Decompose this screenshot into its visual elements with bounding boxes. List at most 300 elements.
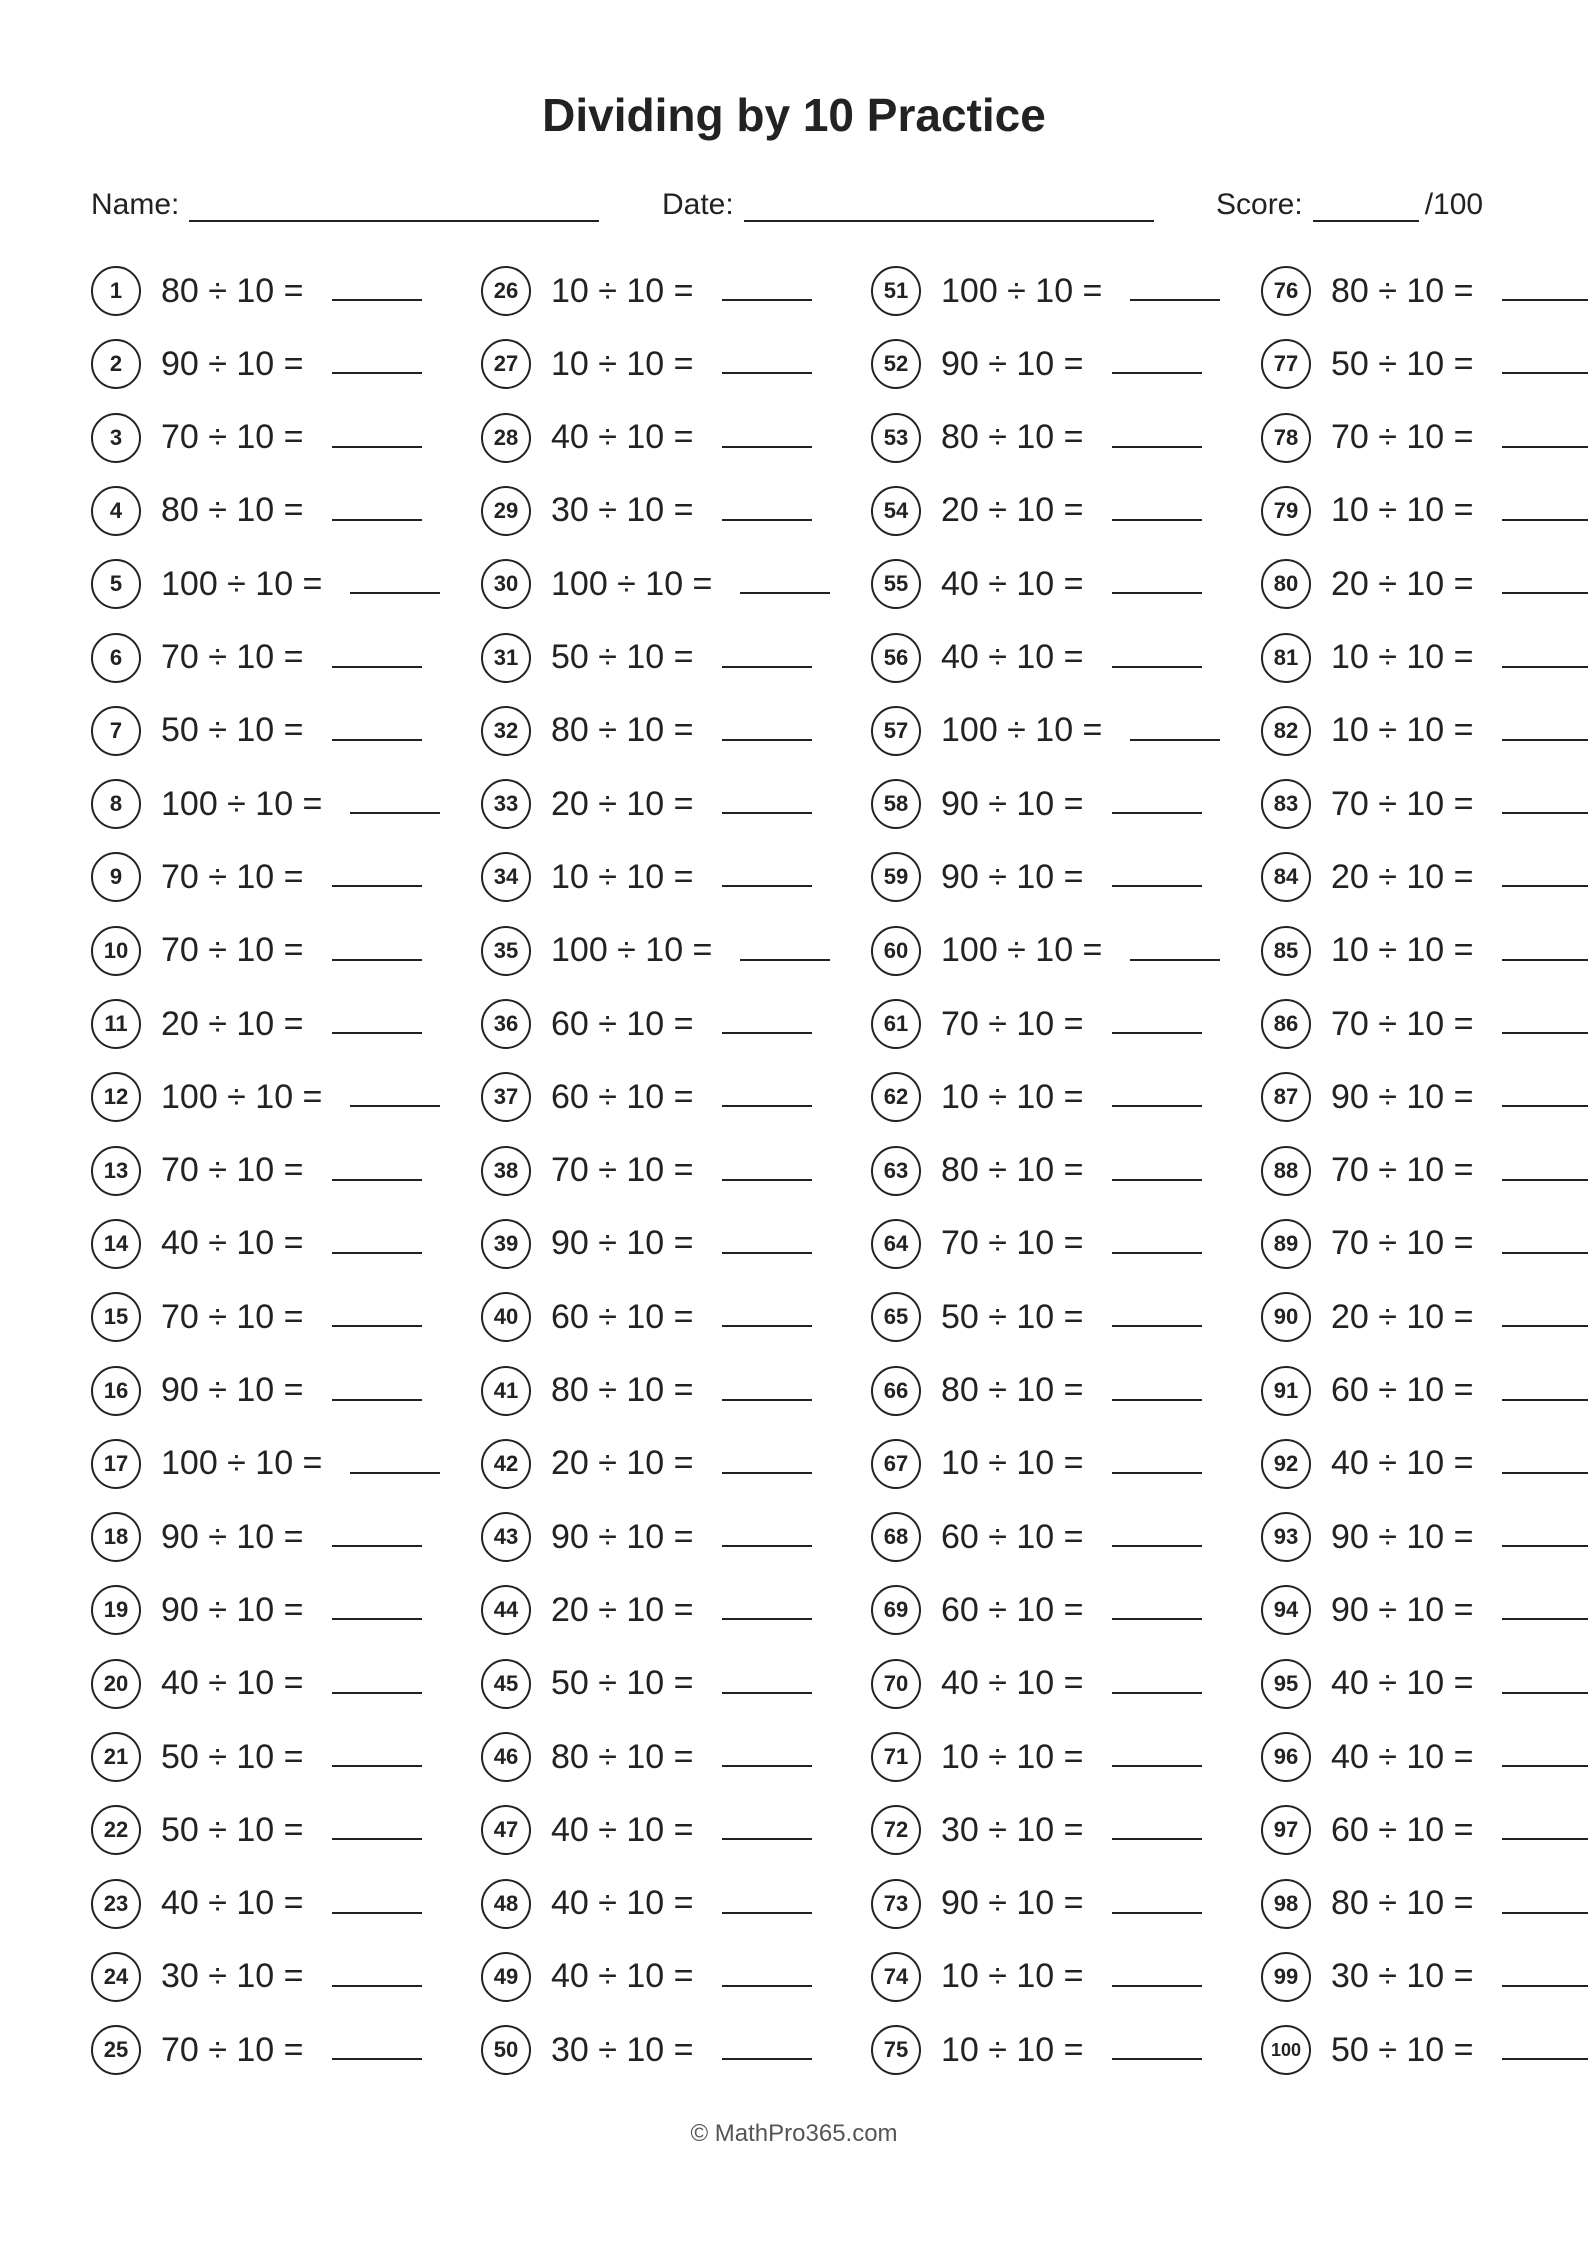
problem-number: 67: [871, 1439, 921, 1489]
problem-number: 78: [1261, 413, 1311, 463]
answer-blank[interactable]: [1502, 1234, 1588, 1254]
problem-expression: 80 ÷ 10 =: [551, 1737, 694, 1776]
problem-item: [91, 554, 440, 614]
problem-number: 49: [481, 1952, 531, 2002]
problem-item: [1261, 1434, 1588, 1494]
answer-blank[interactable]: [722, 1747, 812, 1767]
problem-expression: 100 ÷ 10 =: [161, 1077, 323, 1116]
problem-expression: 80 ÷ 10 =: [941, 1151, 1084, 1190]
problem-item: [1261, 1654, 1588, 1714]
answer-blank[interactable]: [1502, 794, 1588, 814]
problem-grid: [0, 261, 1588, 2111]
problem-number: 76: [1261, 266, 1311, 316]
problem-item: [871, 994, 1202, 1054]
score-line[interactable]: [1313, 186, 1419, 222]
answer-blank[interactable]: [1502, 1014, 1588, 1034]
problem-expression: 60 ÷ 10 =: [941, 1517, 1084, 1556]
problem-item: [1261, 1214, 1588, 1274]
problem-expression: 30 ÷ 10 =: [1331, 1957, 1474, 1996]
answer-blank[interactable]: [1112, 1527, 1202, 1547]
answer-blank[interactable]: [1502, 1161, 1588, 1181]
problem-item: [481, 1361, 812, 1421]
problem-item: [871, 1361, 1202, 1421]
problem-item: [481, 1141, 812, 1201]
problem-item: [1261, 921, 1588, 981]
problem-number: 36: [481, 999, 531, 1049]
problem-expression: 10 ÷ 10 =: [1331, 931, 1474, 970]
problem-number: 45: [481, 1659, 531, 1709]
answer-blank[interactable]: [722, 1234, 812, 1254]
answer-blank[interactable]: [332, 867, 422, 887]
answer-blank[interactable]: [1112, 1014, 1202, 1034]
answer-blank[interactable]: [1130, 281, 1220, 301]
problem-expression: 50 ÷ 10 =: [1331, 2030, 1474, 2069]
problem-number: 11: [91, 999, 141, 1049]
problem-number: 4: [91, 486, 141, 536]
answer-blank[interactable]: [332, 1307, 422, 1327]
date-line[interactable]: [744, 186, 1154, 222]
problem-expression: 50 ÷ 10 =: [1331, 344, 1474, 383]
problem-expression: 20 ÷ 10 =: [1331, 857, 1474, 896]
answer-blank[interactable]: [722, 281, 812, 301]
problem-expression: 10 ÷ 10 =: [941, 1957, 1084, 1996]
answer-blank[interactable]: [722, 1381, 812, 1401]
problem-item: [871, 628, 1202, 688]
problem-expression: 50 ÷ 10 =: [551, 1664, 694, 1703]
problem-number: 26: [481, 266, 531, 316]
answer-blank[interactable]: [1130, 941, 1220, 961]
problem-number: 24: [91, 1952, 141, 2002]
answer-blank[interactable]: [1112, 501, 1202, 521]
problem-item: [91, 994, 422, 1054]
problem-number: 1: [91, 266, 141, 316]
problem-number: 10: [91, 926, 141, 976]
problem-number: 2: [91, 339, 141, 389]
problem-item: [1261, 1580, 1588, 1640]
problem-expression: 40 ÷ 10 =: [551, 1884, 694, 1923]
problem-expression: 10 ÷ 10 =: [941, 2030, 1084, 2069]
problem-number: 65: [871, 1292, 921, 1342]
date-label: Date:: [662, 188, 734, 221]
problem-item: [91, 701, 422, 761]
problem-expression: 40 ÷ 10 =: [941, 638, 1084, 676]
problem-item: [871, 847, 1202, 907]
problem-expression: 10 ÷ 10 =: [941, 1737, 1084, 1776]
answer-blank[interactable]: [1502, 867, 1588, 887]
problem-expression: 100 ÷ 10 =: [551, 931, 713, 970]
problem-item: [481, 1067, 812, 1127]
problem-item: [871, 1580, 1202, 1640]
problem-expression: 70 ÷ 10 =: [161, 2030, 304, 2069]
problem-expression: 10 ÷ 10 =: [1331, 491, 1474, 530]
answer-blank[interactable]: [1112, 574, 1202, 594]
problem-number: 80: [1261, 559, 1311, 609]
answer-blank[interactable]: [722, 867, 812, 887]
answer-blank[interactable]: [722, 1527, 812, 1547]
answer-blank[interactable]: [722, 1674, 812, 1694]
problem-expression: 100 ÷ 10 =: [161, 1444, 323, 1483]
answer-blank[interactable]: [722, 1967, 812, 1987]
problem-item: [871, 921, 1220, 981]
problem-number: 66: [871, 1366, 921, 1416]
problem-number: 74: [871, 1952, 921, 2002]
problem-item: [481, 1874, 812, 1934]
answer-blank[interactable]: [740, 574, 830, 594]
problem-number: 70: [871, 1659, 921, 1709]
problem-expression: 70 ÷ 10 =: [1331, 1151, 1474, 1190]
answer-blank[interactable]: [1502, 428, 1588, 448]
problem-number: 30: [481, 559, 531, 609]
problem-item: [871, 1067, 1202, 1127]
problem-expression: 20 ÷ 10 =: [161, 1004, 304, 1043]
answer-blank[interactable]: [1502, 941, 1588, 961]
problem-item: [91, 1067, 440, 1127]
problem-item: [91, 628, 422, 688]
problem-item: [481, 1947, 812, 2007]
problem-expression: 40 ÷ 10 =: [551, 418, 694, 457]
answer-blank[interactable]: [722, 1087, 812, 1107]
problem-expression: 30 ÷ 10 =: [551, 2030, 694, 2069]
answer-blank[interactable]: [1112, 1674, 1202, 1694]
problem-item: [1261, 481, 1588, 541]
problem-number: 91: [1261, 1366, 1311, 1416]
problem-number: 7: [91, 706, 141, 756]
problem-number: 43: [481, 1512, 531, 1562]
answer-blank[interactable]: [332, 1967, 422, 1987]
problem-item: [871, 2020, 1202, 2080]
answer-blank[interactable]: [1502, 1527, 1588, 1547]
answer-blank[interactable]: [332, 1381, 422, 1401]
problem-expression: 70 ÷ 10 =: [161, 931, 304, 970]
answer-blank[interactable]: [1112, 1087, 1202, 1107]
problem-expression: 30 ÷ 10 =: [941, 1810, 1084, 1849]
problem-number: 14: [91, 1219, 141, 1269]
problem-item: [481, 554, 830, 614]
problem-item: [481, 701, 812, 761]
problem-item: [91, 1141, 422, 1201]
answer-blank[interactable]: [1112, 1381, 1202, 1401]
problem-item: [1261, 1361, 1588, 1421]
problem-number: 73: [871, 1879, 921, 1929]
answer-blank[interactable]: [722, 1454, 812, 1474]
problem-number: 40: [481, 1292, 531, 1342]
answer-blank[interactable]: [332, 1894, 422, 1914]
problem-item: [1261, 1141, 1588, 1201]
problem-expression: 10 ÷ 10 =: [1331, 638, 1474, 676]
answer-blank[interactable]: [1502, 1600, 1588, 1620]
problem-item: [1261, 334, 1588, 394]
problem-item: [481, 1434, 812, 1494]
problem-item: [871, 1800, 1202, 1860]
problem-number: 37: [481, 1072, 531, 1122]
answer-blank[interactable]: [332, 1234, 422, 1254]
problem-item: [481, 2020, 812, 2080]
answer-blank[interactable]: [722, 354, 812, 374]
name-label: Name:: [91, 188, 180, 221]
problem-item: [481, 1214, 812, 1274]
answer-blank[interactable]: [1130, 721, 1220, 741]
problem-item: [871, 1947, 1202, 2007]
problem-expression: 80 ÷ 10 =: [161, 491, 304, 530]
problem-item: [91, 2020, 422, 2080]
problem-item: [91, 408, 422, 468]
problem-number: 5: [91, 559, 141, 609]
answer-blank[interactable]: [332, 1014, 422, 1034]
problem-number: 32: [481, 706, 531, 756]
problem-number: 34: [481, 852, 531, 902]
answer-blank[interactable]: [1112, 428, 1202, 448]
answer-blank[interactable]: [332, 2040, 422, 2060]
problem-number: 15: [91, 1292, 141, 1342]
problem-item: [481, 1654, 812, 1714]
answer-blank[interactable]: [1502, 1894, 1588, 1914]
answer-blank[interactable]: [1112, 794, 1202, 814]
problem-number: 9: [91, 852, 141, 902]
answer-blank[interactable]: [722, 1014, 812, 1034]
problem-expression: 70 ÷ 10 =: [161, 638, 304, 676]
problem-expression: 90 ÷ 10 =: [1331, 1077, 1474, 1116]
problem-number: 99: [1261, 1952, 1311, 2002]
problem-item: [871, 1287, 1202, 1347]
answer-blank[interactable]: [740, 941, 830, 961]
problem-item: [1261, 1727, 1588, 1787]
problem-number: 19: [91, 1585, 141, 1635]
problem-expression: 10 ÷ 10 =: [1331, 711, 1474, 750]
problem-expression: 70 ÷ 10 =: [161, 1297, 304, 1336]
problem-item: [91, 1727, 422, 1787]
problem-expression: 40 ÷ 10 =: [1331, 1664, 1474, 1703]
answer-blank[interactable]: [1502, 281, 1588, 301]
answer-blank[interactable]: [1502, 1820, 1588, 1840]
problem-number: 72: [871, 1805, 921, 1855]
problem-expression: 90 ÷ 10 =: [161, 344, 304, 383]
answer-blank[interactable]: [1502, 354, 1588, 374]
answer-blank[interactable]: [722, 1600, 812, 1620]
worksheet-title: Dividing by 10 Practice: [542, 89, 1046, 141]
answer-blank[interactable]: [722, 1894, 812, 1914]
problem-expression: 100 ÷ 10 =: [941, 931, 1103, 970]
answer-blank[interactable]: [1112, 648, 1202, 668]
problem-item: [1261, 1874, 1588, 1934]
problem-expression: 90 ÷ 10 =: [551, 1517, 694, 1556]
answer-blank[interactable]: [1112, 1307, 1202, 1327]
answer-blank[interactable]: [332, 1820, 422, 1840]
problem-expression: 90 ÷ 10 =: [941, 1884, 1084, 1923]
problem-expression: 90 ÷ 10 =: [551, 1224, 694, 1263]
problem-number: 88: [1261, 1146, 1311, 1196]
problem-number: 21: [91, 1732, 141, 1782]
problem-number: 50: [481, 2025, 531, 2075]
answer-blank[interactable]: [332, 648, 422, 668]
problem-item: [871, 1141, 1202, 1201]
answer-blank[interactable]: [350, 574, 440, 594]
problem-expression: 40 ÷ 10 =: [941, 1664, 1084, 1703]
answer-blank[interactable]: [1502, 574, 1588, 594]
problem-number: 100: [1261, 2025, 1311, 2075]
problem-expression: 100 ÷ 10 =: [941, 271, 1103, 310]
problem-expression: 40 ÷ 10 =: [1331, 1444, 1474, 1483]
problem-expression: 70 ÷ 10 =: [161, 857, 304, 896]
answer-blank[interactable]: [1112, 1894, 1202, 1914]
answer-blank[interactable]: [332, 1674, 422, 1694]
answer-blank[interactable]: [332, 721, 422, 741]
problem-number: 59: [871, 852, 921, 902]
answer-blank[interactable]: [350, 1087, 440, 1107]
problem-item: [91, 1654, 422, 1714]
answer-blank[interactable]: [722, 1161, 812, 1181]
answer-blank[interactable]: [1502, 1967, 1588, 1987]
problem-number: 94: [1261, 1585, 1311, 1635]
problem-number: 79: [1261, 486, 1311, 536]
answer-blank[interactable]: [1112, 2040, 1202, 2060]
problem-number: 39: [481, 1219, 531, 1269]
problem-number: 92: [1261, 1439, 1311, 1489]
problem-expression: 10 ÷ 10 =: [551, 344, 694, 383]
answer-blank[interactable]: [1502, 1087, 1588, 1107]
problem-item: [1261, 847, 1588, 907]
problem-number: 42: [481, 1439, 531, 1489]
answer-blank[interactable]: [1502, 1381, 1588, 1401]
problem-item: [91, 774, 440, 834]
problem-item: [481, 994, 812, 1054]
problem-item: [481, 1287, 812, 1347]
answer-blank[interactable]: [1502, 1747, 1588, 1767]
problem-expression: 50 ÷ 10 =: [161, 1810, 304, 1849]
answer-blank[interactable]: [332, 941, 422, 961]
problem-number: 51: [871, 266, 921, 316]
problem-number: 47: [481, 1805, 531, 1855]
problem-expression: 40 ÷ 10 =: [1331, 1737, 1474, 1776]
answer-blank[interactable]: [1502, 501, 1588, 521]
answer-blank[interactable]: [332, 281, 422, 301]
answer-blank[interactable]: [332, 428, 422, 448]
problem-item: [91, 261, 422, 321]
answer-blank[interactable]: [332, 1747, 422, 1767]
problem-number: 96: [1261, 1732, 1311, 1782]
problem-expression: 40 ÷ 10 =: [941, 564, 1084, 603]
problem-number: 85: [1261, 926, 1311, 976]
problem-item: [871, 1434, 1202, 1494]
answer-blank[interactable]: [1112, 1820, 1202, 1840]
answer-blank[interactable]: [332, 1161, 422, 1181]
answer-blank[interactable]: [1502, 648, 1588, 668]
problem-expression: 60 ÷ 10 =: [551, 1004, 694, 1043]
problem-expression: 70 ÷ 10 =: [1331, 784, 1474, 823]
problem-item: [481, 774, 812, 834]
answer-blank[interactable]: [1502, 2040, 1588, 2060]
problem-number: 38: [481, 1146, 531, 1196]
problem-number: 71: [871, 1732, 921, 1782]
problem-expression: 10 ÷ 10 =: [941, 1077, 1084, 1116]
problem-item: [1261, 1287, 1588, 1347]
problem-number: 28: [481, 413, 531, 463]
problem-expression: 60 ÷ 10 =: [551, 1297, 694, 1336]
problem-item: [1261, 774, 1588, 834]
problem-expression: 80 ÷ 10 =: [551, 711, 694, 750]
answer-blank[interactable]: [722, 2040, 812, 2060]
problem-item: [871, 701, 1220, 761]
answer-blank[interactable]: [722, 501, 812, 521]
problem-number: 69: [871, 1585, 921, 1635]
problem-number: 44: [481, 1585, 531, 1635]
problem-expression: 90 ÷ 10 =: [161, 1590, 304, 1629]
score-field: [1216, 186, 1483, 222]
answer-blank[interactable]: [722, 794, 812, 814]
name-line[interactable]: [189, 186, 599, 222]
answer-blank[interactable]: [1112, 1454, 1202, 1474]
problem-item: [481, 408, 812, 468]
answer-blank[interactable]: [1502, 721, 1588, 741]
problem-number: 23: [91, 1879, 141, 1929]
answer-blank[interactable]: [350, 794, 440, 814]
problem-number: 6: [91, 633, 141, 683]
problem-expression: 40 ÷ 10 =: [161, 1664, 304, 1703]
answer-blank[interactable]: [332, 501, 422, 521]
problem-expression: 40 ÷ 10 =: [161, 1224, 304, 1263]
problem-expression: 90 ÷ 10 =: [161, 1371, 304, 1409]
answer-blank[interactable]: [1112, 1234, 1202, 1254]
answer-blank[interactable]: [332, 1527, 422, 1547]
problem-item: [481, 261, 812, 321]
answer-blank[interactable]: [1502, 1454, 1588, 1474]
answer-blank[interactable]: [332, 1600, 422, 1620]
problem-item: [91, 1507, 422, 1567]
problem-expression: 70 ÷ 10 =: [551, 1151, 694, 1190]
answer-blank[interactable]: [1112, 1600, 1202, 1620]
answer-blank[interactable]: [1112, 1967, 1202, 1987]
problem-expression: 10 ÷ 10 =: [551, 857, 694, 896]
answer-blank[interactable]: [1502, 1674, 1588, 1694]
problem-number: 63: [871, 1146, 921, 1196]
answer-blank[interactable]: [722, 428, 812, 448]
problem-expression: 50 ÷ 10 =: [161, 1737, 304, 1776]
answer-blank[interactable]: [722, 648, 812, 668]
problem-item: [871, 1214, 1202, 1274]
answer-blank[interactable]: [1502, 1307, 1588, 1327]
problem-item: [1261, 1507, 1588, 1567]
problem-number: 95: [1261, 1659, 1311, 1709]
problem-number: 82: [1261, 706, 1311, 756]
problem-item: [91, 481, 422, 541]
date-field: [662, 186, 1154, 222]
answer-blank[interactable]: [1112, 354, 1202, 374]
problem-expression: 70 ÷ 10 =: [1331, 418, 1474, 457]
problem-item: [481, 628, 812, 688]
problem-item: [481, 1727, 812, 1787]
problem-item: [91, 1214, 422, 1274]
answer-blank[interactable]: [1112, 867, 1202, 887]
answer-blank[interactable]: [350, 1454, 440, 1474]
answer-blank[interactable]: [332, 354, 422, 374]
problem-expression: 20 ÷ 10 =: [551, 1444, 694, 1483]
problem-number: 20: [91, 1659, 141, 1709]
answer-blank[interactable]: [722, 1820, 812, 1840]
answer-blank[interactable]: [722, 721, 812, 741]
answer-blank[interactable]: [722, 1307, 812, 1327]
answer-blank[interactable]: [1112, 1161, 1202, 1181]
problem-number: 35: [481, 926, 531, 976]
problem-expression: 80 ÷ 10 =: [161, 271, 304, 310]
problem-expression: 60 ÷ 10 =: [1331, 1371, 1474, 1409]
info-row: [0, 186, 1588, 226]
problem-number: 25: [91, 2025, 141, 2075]
problem-item: [1261, 261, 1588, 321]
problem-number: 54: [871, 486, 921, 536]
problem-expression: 80 ÷ 10 =: [551, 1371, 694, 1409]
problem-item: [481, 1800, 812, 1860]
answer-blank[interactable]: [1112, 1747, 1202, 1767]
problem-item: [91, 921, 422, 981]
